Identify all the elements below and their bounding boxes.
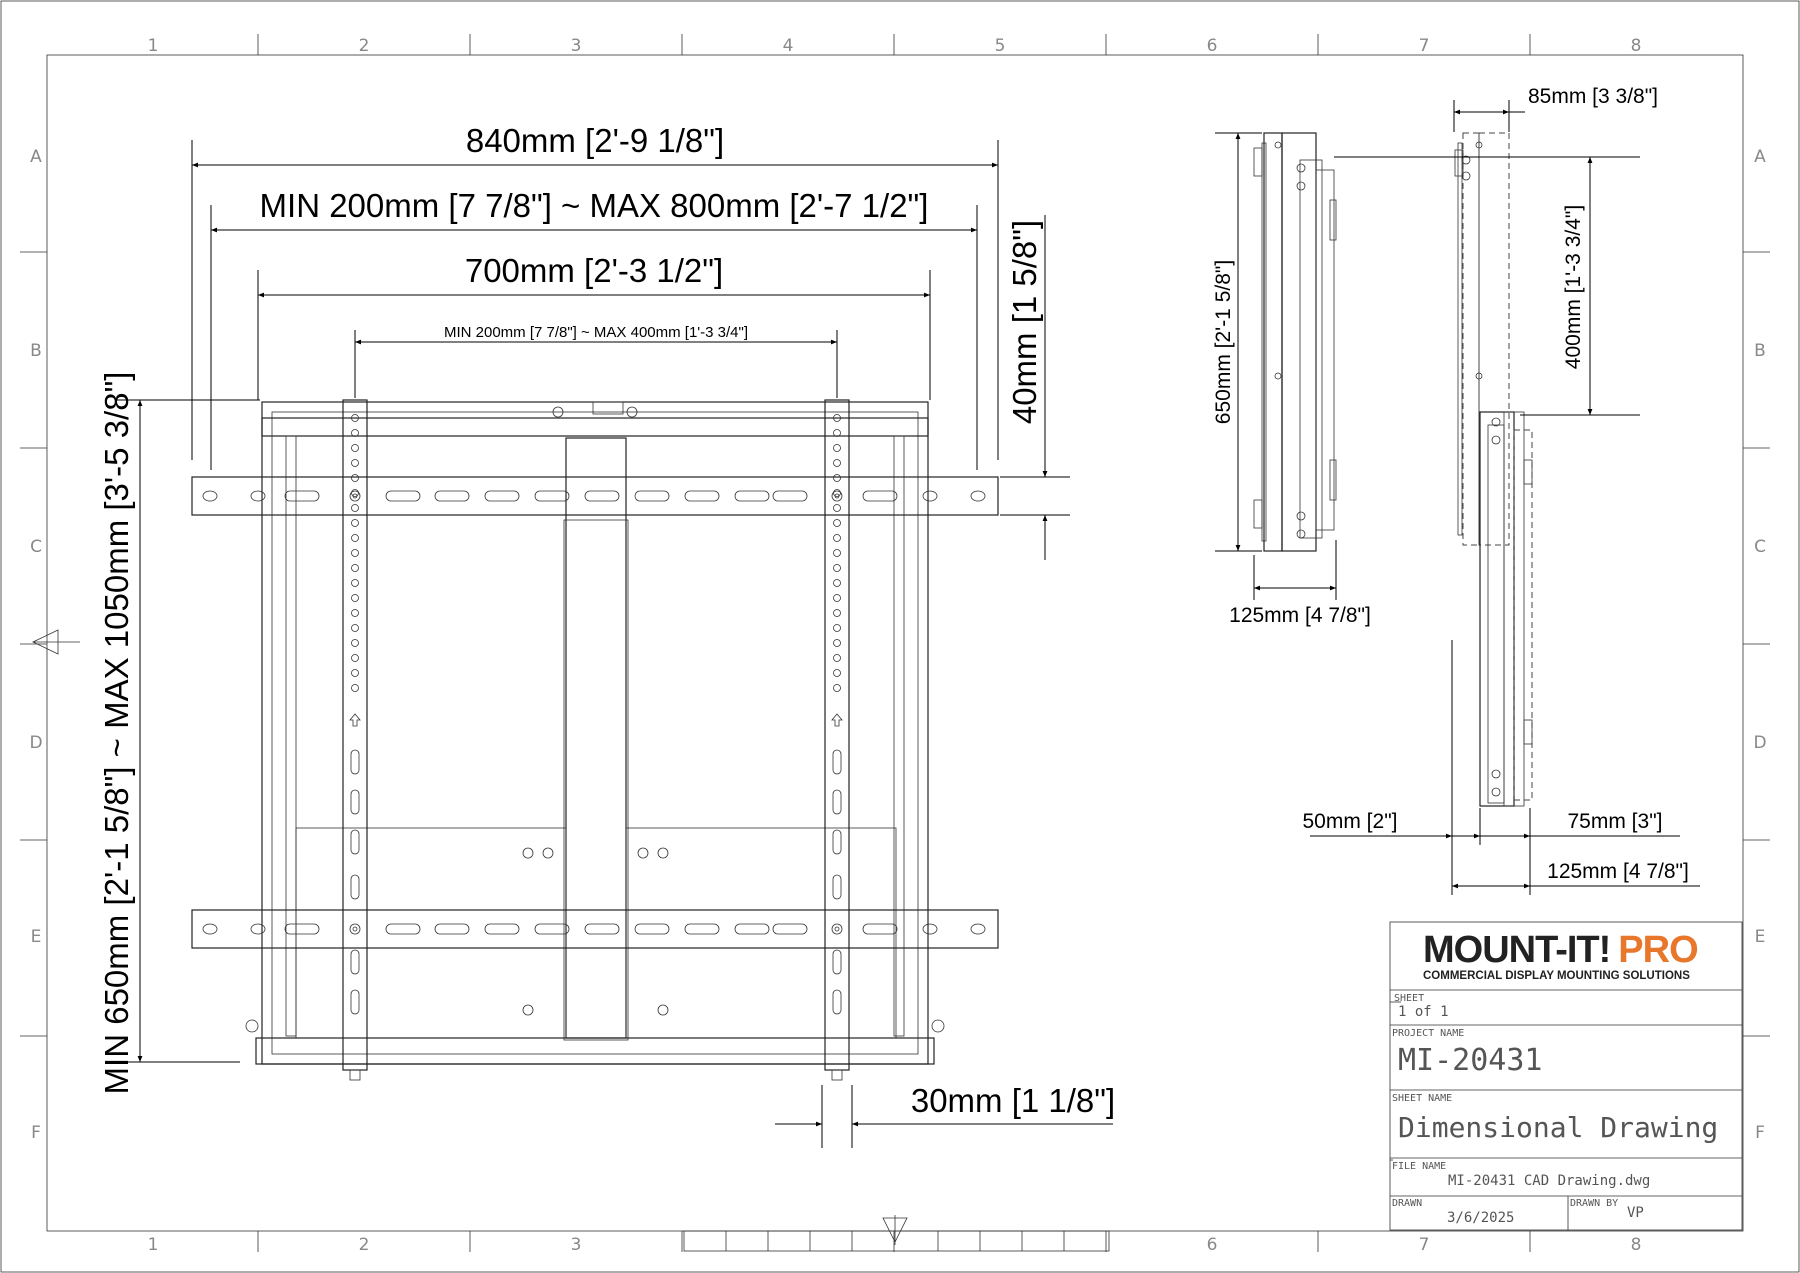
- dim-offset-right: 75mm [3"]: [1567, 810, 1663, 833]
- side-view-collapsed: [1254, 133, 1336, 551]
- dim-collapsed-height: 650mm [2'-1 5/8"]: [1212, 259, 1235, 425]
- col-label: 3: [570, 36, 582, 56]
- file-value: MI-20431 CAD Drawing.dwg: [1448, 1173, 1651, 1189]
- dim-rail-height: 40mm [1 5/8"]: [1006, 219, 1043, 425]
- brand-logo: [1423, 929, 1698, 982]
- sheet-name-label: SHEET NAME: [1392, 1093, 1453, 1104]
- svg-text:MOUNT-IT!PRO: [1423, 929, 1698, 971]
- row-label: C: [1754, 537, 1766, 557]
- drawn-by-label: DRAWN BY: [1570, 1198, 1619, 1209]
- title-block-fields: [1392, 993, 1718, 1226]
- col-label: 7: [1418, 1235, 1430, 1255]
- col-label: 1: [147, 36, 159, 56]
- row-label: B: [1754, 341, 1766, 361]
- row-label: E: [1754, 927, 1766, 947]
- dim-frame-width: 700mm [2'-3 1/2"]: [464, 252, 724, 289]
- dim-arm-width: 30mm [1 1/8"]: [910, 1082, 1116, 1119]
- side-extended-dimensions: [1303, 85, 1700, 895]
- row-label: A: [1754, 147, 1766, 167]
- project-label: PROJECT NAME: [1392, 1028, 1465, 1039]
- col-label: 2: [358, 1235, 370, 1255]
- dim-extended-depth: 125mm [4 7/8"]: [1547, 860, 1689, 883]
- row-label: F: [31, 1123, 41, 1143]
- sheet-value: 1 of 1: [1398, 1004, 1449, 1020]
- file-label: FILE NAME: [1392, 1161, 1447, 1172]
- project-value: MI-20431: [1398, 1043, 1543, 1078]
- dim-arm-spacing: MIN 200mm [7 7/8"] ~ MAX 400mm [1'-3 3/4"]: [443, 324, 749, 341]
- side-view-extended: [1455, 133, 1532, 806]
- dim-stroke: 400mm [1'-3 3/4"]: [1562, 204, 1585, 370]
- dim-vesa-horizontal: MIN 200mm [7 7/8"] ~ MAX 800mm [2'-7 1/2"]: [259, 187, 929, 224]
- dim-offset-left: 50mm [2"]: [1302, 810, 1398, 833]
- front-dimensions: [98, 122, 1115, 1148]
- col-label: 6: [1206, 36, 1218, 56]
- row-label: A: [30, 147, 42, 167]
- col-label: 3: [570, 1235, 582, 1255]
- sheet-label: SHEET: [1394, 993, 1425, 1004]
- col-label: 7: [1418, 36, 1430, 56]
- drawn-value: 3/6/2025: [1447, 1210, 1515, 1226]
- row-label: F: [1755, 1123, 1765, 1143]
- dim-top-depth: 85mm [3 3/8"]: [1527, 85, 1659, 108]
- col-label: 8: [1630, 1235, 1642, 1255]
- col-label: 6: [1206, 1235, 1218, 1255]
- col-label: 5: [994, 36, 1006, 56]
- row-label: C: [30, 537, 42, 557]
- brand-accent: PRO: [1618, 929, 1698, 971]
- col-label: 4: [782, 36, 794, 56]
- brand-tagline: COMMERCIAL DISPLAY MOUNTING SOLUTIONS: [1423, 970, 1690, 982]
- row-label: B: [30, 341, 42, 361]
- drawn-label: DRAWN: [1392, 1198, 1423, 1209]
- side-collapsed-dimensions: [1212, 133, 1371, 627]
- col-label: 1: [147, 1235, 159, 1255]
- row-label: D: [29, 733, 43, 753]
- col-label: 8: [1630, 36, 1642, 56]
- dim-overall-width: 840mm [2'-9 1/8"]: [465, 122, 725, 159]
- col-label: 2: [358, 36, 370, 56]
- row-label: E: [30, 927, 42, 947]
- drawn-by-value: VP: [1627, 1205, 1644, 1221]
- row-label: D: [1753, 733, 1767, 753]
- dim-vertical-range: MIN 650mm [2'-1 5/8"] ~ MAX 1050mm [3'-5 3/8"]: [98, 371, 135, 1095]
- brand-main: MOUNT-IT!: [1423, 929, 1611, 971]
- sheet-name-value: Dimensional Drawing: [1398, 1111, 1719, 1144]
- dim-collapsed-depth: 125mm [4 7/8"]: [1229, 604, 1371, 627]
- front-view: [192, 400, 998, 1080]
